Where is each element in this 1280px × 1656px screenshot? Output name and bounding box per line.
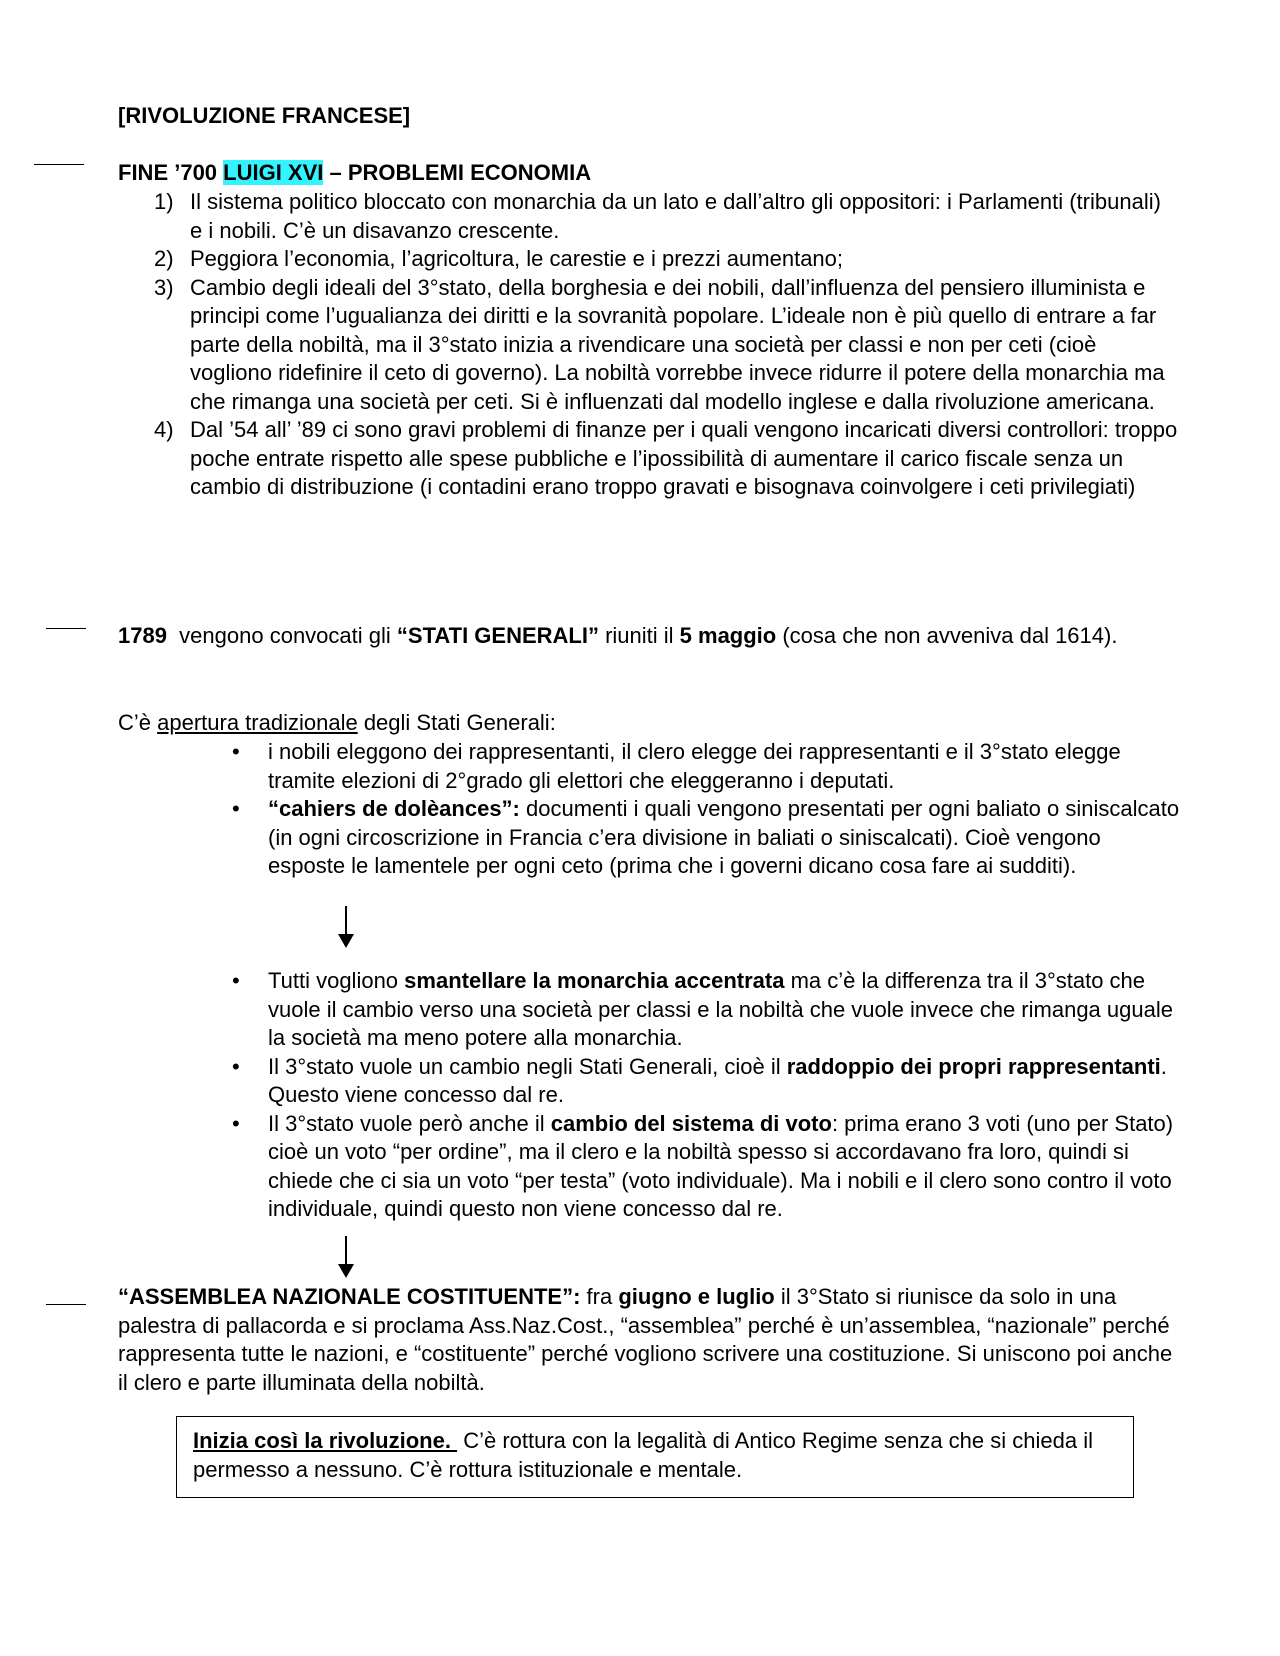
date: 5 maggio [679, 623, 777, 648]
item-number: 3) [154, 274, 174, 300]
text: degli Stati Generali: [357, 710, 556, 735]
apertura-line [118, 709, 556, 738]
heading-suffix: – PROBLEMI ECONOMIA [323, 160, 592, 185]
margin-mark [46, 628, 86, 629]
note-body: C’è rottura con la legalità di Antico Regime senza che si chieda il permesso a nessuno. C’è rottura istituzionale e mentale. [193, 1428, 1093, 1482]
note-text [193, 1427, 1113, 1484]
text: fra [580, 1284, 619, 1309]
bullet-text: Il 3°stato vuole un cambio negli Stati Generali, cioè il [268, 1053, 787, 1079]
note-box [176, 1416, 1134, 1498]
bullet-item [232, 1110, 1182, 1224]
down-arrow-icon [334, 906, 358, 948]
bullet-bold: “cahiers de dolèances”: [268, 796, 520, 821]
item-text: Cambio degli ideali del 3°stato, della borghesia e dei nobili, dall’influenza del pensiero illuminista e principi come l’ugualianza dei diritti e la sovranità popolare. L’ideale non è più quello di entrare a far parte della nobiltà, ma il 3°stato inizia a rivendicare una società per classi e non per ceti (cioè vogliono ridefinire il ceto di governo). La nobiltà vorrebbe invece ridurre il potere della monarchia ma che rimanga una società per ceti. Si è influenzati dal modello inglese e dalla rivoluzione americana. [190, 274, 1165, 414]
margin-mark [46, 1304, 86, 1305]
bullet-item [232, 967, 1182, 1053]
item-text: Peggiora l’economia, l’agricoltura, le carestie e i prezzi aumentano; [190, 246, 844, 271]
stati-generali-paragraph [118, 622, 1183, 651]
list-item [118, 188, 1178, 245]
stati-generali: “STATI GENERALI” [396, 623, 599, 648]
underlined-text: apertura tradizionale [157, 710, 358, 735]
item-text: Dal ’54 all’ ’89 ci sono gravi problemi di finanze per i quali vengono incaricati diversi controllori: troppo poche entrate rispetto alle spese pubbliche e l’ipossibilità di aumentare il carico fiscale senza un cambio di distribuzione (i contadini erano troppo gravati e bisognava coinvolgere i ceti privilegiati) [190, 417, 1178, 499]
assemblea-title: “ASSEMBLEA NAZIONALE COSTITUENTE”: [118, 1284, 581, 1309]
bullet-text: ma c’è la differenza tra il 3°stato che vuole il cambio verso una società per classi e la nobiltà che vuole invece che rimanga uguale la società ma meno potere alla monarchia. [268, 968, 1173, 1050]
bullet-item [232, 795, 1182, 881]
text: vengono convocati gli [166, 623, 397, 648]
bullet-text: Tutti vogliono [268, 968, 405, 993]
heading-highlight: LUIGI XVI [223, 160, 324, 185]
item-number: 2) [154, 246, 174, 271]
heading-prefix: FINE ’700 [118, 160, 224, 185]
apertura-bullets [232, 738, 1182, 881]
text: (cosa che non avveniva dal 1614). [776, 623, 1118, 648]
bullet-text: documenti i quali vengono presentati per ogni baliato o siniscalcato (in ogni circoscrizione in Francia c’era divisione in baliati o siniscalcati). Cioè vengono esposte le lamentele per ogni ceto (prima che i governi dicano cosa fare ai sudditi). [268, 796, 1180, 878]
list-item [118, 245, 1178, 274]
margin-mark [34, 164, 84, 165]
bullet-item [232, 738, 1182, 795]
problems-list [118, 188, 1178, 502]
item-text: Il sistema politico bloccato con monarchia da un lato e dall’altro gli oppositori: i Parlamenti (tribunali) e i nobili. C’è un disavanzo crescente. [190, 189, 1161, 243]
item-number: 4) [154, 417, 174, 442]
bullet-text: i nobili eleggono dei rappresentanti, il clero elegge dei rappresentanti e il 3°stato elegge tramite elezioni di 2°grado gli elettori che eleggeranno i deputati. [268, 739, 1121, 793]
bullet-icon: • [232, 739, 240, 764]
list-item [118, 416, 1178, 502]
bullet-item [232, 1053, 1182, 1110]
bullet-icon: • [232, 968, 240, 993]
text: C’è [118, 710, 158, 735]
section-heading [118, 159, 591, 188]
bullet-icon: • [232, 796, 240, 821]
year: 1789 [118, 623, 167, 648]
text: il 3°Stato si riunisce da solo in una palestra di pallacorda e si proclama Ass.Naz.Cost., “assemblea” perché è un’assemblea, “nazionale” perché rappresenta tutte le nazioni, e “costituente” perché vogliono scrivere una costituzione. Si uniscono poi anche il clero e parte illuminata della nobiltà. [118, 1284, 1173, 1395]
bullet-icon: • [232, 1110, 240, 1136]
bullet-bold: raddoppio dei propri rappresentanti [786, 1053, 1161, 1079]
bullet-text: . Questo viene concesso dal re. [268, 1053, 1167, 1107]
document-title: [RIVOLUZIONE FRANCESE] [118, 103, 411, 128]
bullet-icon: • [232, 1053, 240, 1079]
assemblea-paragraph [118, 1283, 1186, 1397]
bold-text: giugno e luglio [618, 1284, 775, 1309]
down-arrow-icon [334, 1236, 358, 1278]
text: riuniti il [598, 623, 680, 648]
note-bold: Inizia così la rivoluzione. [193, 1428, 458, 1453]
bullet-bold: smantellare la monarchia accentrata [404, 968, 785, 993]
bullet-text: Il 3°stato vuole però anche il [268, 1110, 551, 1136]
bullet-text: : prima erano 3 voti (uno per Stato) cioè un voto “per ordine”, ma il clero e la nobiltà spesso si accordavano fra loro, quindi si chiede che ci sia un voto “per testa” (voto individuale). Ma i nobili e il clero sono contro il voto individuale, quindi questo non viene concesso dal re. [268, 1110, 1174, 1221]
bullet-bold: cambio del sistema di voto [550, 1110, 832, 1136]
list-item [118, 274, 1178, 417]
item-number: 1) [154, 189, 174, 214]
demands-bullets [232, 967, 1182, 1224]
